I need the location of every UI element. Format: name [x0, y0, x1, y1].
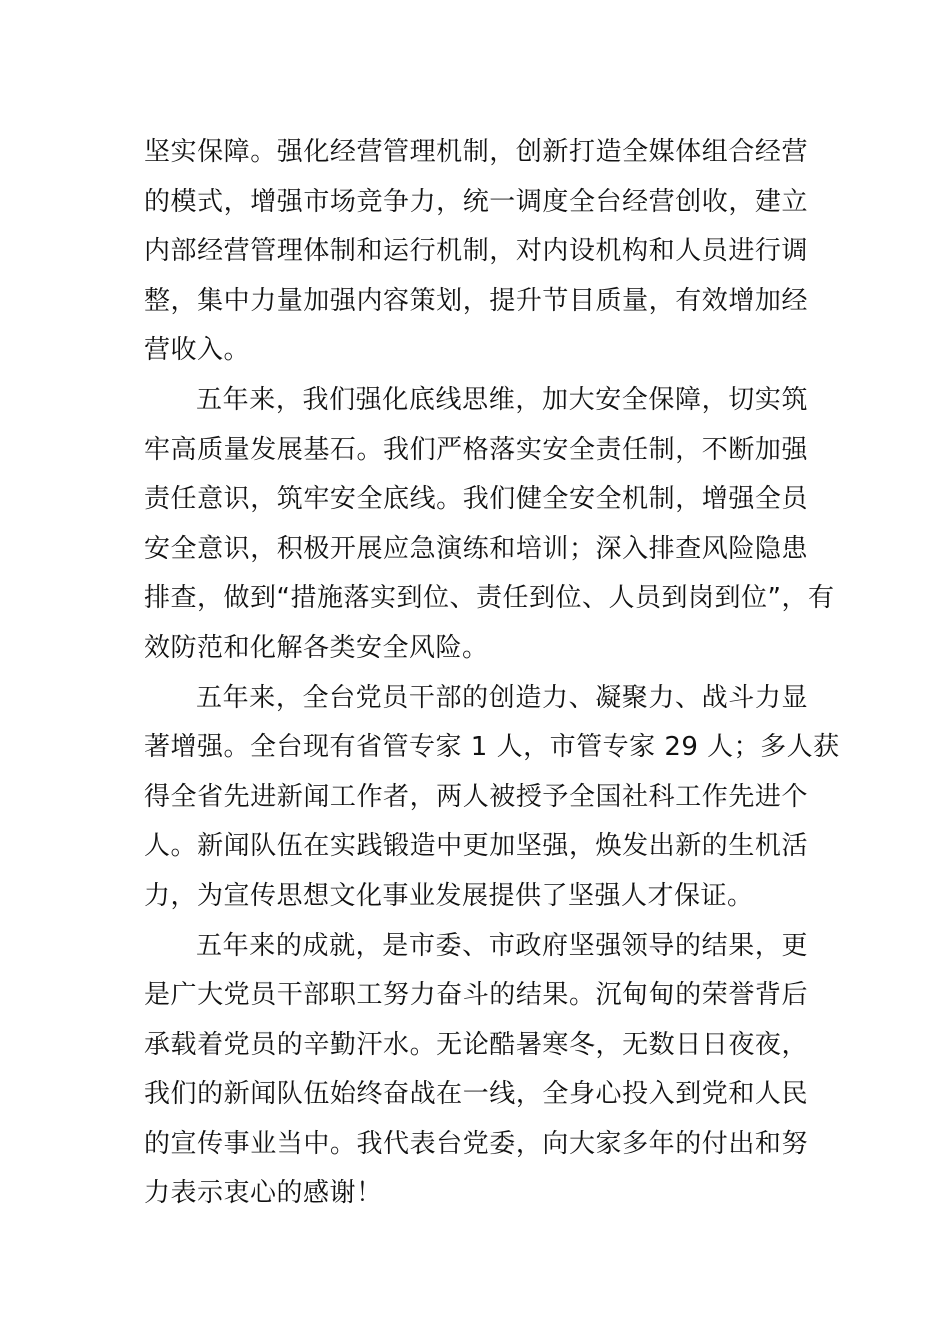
text-line: 我们的新闻队伍始终奋战在一线，全身心投入到党和人民: [144, 1079, 808, 1110]
text-line: 排查，做到“措施落实到位、责任到位、人员到岗到位”，有: [144, 583, 835, 614]
text-line: 责任意识，筑牢安全底线。我们健全安全机制，增强全员: [144, 484, 808, 515]
text-line: 是广大党员干部职工努力奋斗的结果。沉甸甸的荣誉背后: [144, 980, 808, 1011]
paragraph-first-line: 五年来，全台党员干部的创造力、凝聚力、战斗力显: [196, 682, 808, 713]
text-line: 的模式，增强市场竞争力，统一调度全台经营创收，建立: [144, 186, 808, 217]
text-line: 坚实保障。强化经营管理机制，创新打造全媒体组合经营: [144, 137, 808, 167]
text-line: 人。新闻队伍在实践锻造中更加坚强，焕发出新的生机活: [144, 831, 808, 862]
text-line: 著增强。全台现有省管专家 1 人，市管专家 29 人；多人获: [144, 732, 840, 763]
text-line: 安全意识，积极开展应急演练和培训；深入排查风险隐患: [144, 533, 808, 564]
text-line: 整，集中力量加强内容策划，提升节目质量，有效增加经: [144, 285, 808, 316]
text-line: 牢高质量发展基石。我们严格落实安全责任制，不断加强: [144, 434, 808, 465]
text-line: 营收入。: [144, 335, 251, 366]
text-line: 力，为宣传思想文化事业发展提供了坚强人才保证。: [144, 880, 754, 911]
text-line: 内部经营管理体制和运行机制，对内设机构和人员进行调: [144, 236, 808, 267]
text-line: 的宣传事业当中。我代表台党委，向大家多年的付出和努: [144, 1128, 808, 1159]
text-line: 力表示衷心的感谢！: [144, 1178, 383, 1209]
document-body: [144, 128, 840, 1219]
paragraph-first-line: 五年来，我们强化底线思维，加大安全保障，切实筑: [196, 384, 808, 415]
text-line: 得全省先进新闻工作者，两人被授予全国社科工作先进个: [144, 781, 808, 812]
text-line: 承载着党员的辛勤汗水。无论酷暑寒冬，无数日日夜夜，: [144, 1029, 808, 1060]
text-line: 效防范和化解各类安全风险。: [144, 632, 489, 663]
paragraph-first-line: 五年来的成就，是市委、市政府坚强领导的结果，更: [196, 930, 808, 961]
